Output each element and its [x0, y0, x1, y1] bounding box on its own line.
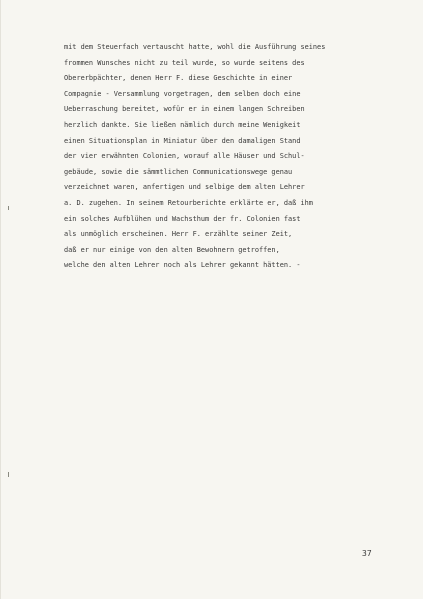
- text-line: mit dem Steuerfach vertauscht hatte, wohl die Ausführung seines: [64, 43, 326, 51]
- text-line: Compagnie - Versammlung vorgetragen, dem selben doch eine: [64, 89, 301, 98]
- text-line: gebäude, sowie die sämmtlichen Communicationswege genau: [64, 167, 293, 176]
- binding-mark: [8, 472, 9, 477]
- binding-mark: [8, 206, 9, 210]
- text-line: als unmöglich erscheinen. Herr F. erzählte seiner Zeit,: [64, 230, 293, 239]
- text-line: herzlich dankte. Sie ließen nämlich durch meine Wenigkeit: [64, 120, 301, 129]
- text-line: a. D. zugehen. In seinem Retourberichte erklärte er, daß ihm: [64, 198, 313, 207]
- body-text: [64, 40, 364, 274]
- text-line: ein solches Aufblühen und Wachsthum der fr. Colonien fast: [64, 214, 301, 223]
- text-line: der vier erwähnten Colonien, worauf alle Häuser und Schul-: [64, 152, 305, 161]
- text-line: einen Situationsplan in Miniatur über den damaligen Stand: [64, 136, 301, 145]
- text-line: daß er nur einige von den alten Bewohnern getroffen,: [64, 245, 280, 254]
- text-line: Obererbpächter, denen Herr F. diese Geschichte in einer: [64, 74, 293, 83]
- page-number: 37: [362, 549, 372, 558]
- text-line: welche den alten Lehrer noch als Lehrer gekannt hätten. -: [64, 261, 301, 270]
- text-line: verzeichnet waren, anfertigen und selbige dem alten Lehrer: [64, 183, 305, 192]
- text-line: frommen Wunsches nicht zu teil wurde, so wurde seitens des: [64, 58, 305, 67]
- text-line: Ueberraschung bereitet, wofür er in einem langen Schreiben: [64, 105, 305, 114]
